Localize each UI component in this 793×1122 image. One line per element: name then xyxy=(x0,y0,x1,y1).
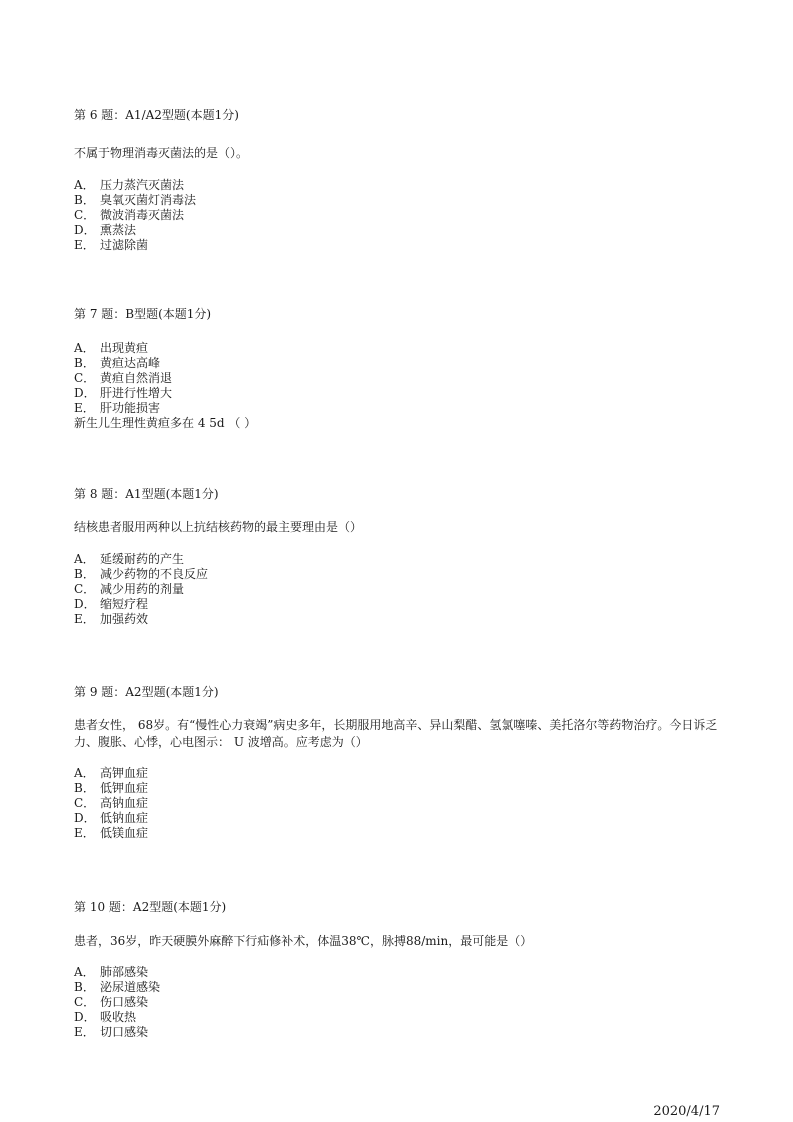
question-header: 第 9 题：A2型题(本题1分) xyxy=(74,685,219,699)
question-stem: 患者，36岁，昨天硬膜外麻醉下行疝修补术，体温38℃，脉搏88/min，最可能是（） xyxy=(74,934,533,948)
question-stem: 不属于物理消毒灭菌法的是（）。 xyxy=(74,146,249,160)
options-list xyxy=(74,965,734,1040)
options-list xyxy=(74,341,734,416)
option-b[interactable]: B． 泌尿道感染 xyxy=(74,980,161,994)
question-6 xyxy=(74,108,734,253)
option-b[interactable]: B． 黄疸达高峰 xyxy=(74,356,161,370)
option-c[interactable]: C． 减少用药的剂量 xyxy=(74,582,185,596)
options-list xyxy=(74,766,734,841)
option-d[interactable]: D． 缩短疗程 xyxy=(74,597,149,611)
option-e[interactable]: E． 过滤除菌 xyxy=(74,238,149,252)
option-e[interactable]: E． 肝功能损害 xyxy=(74,401,161,415)
question-header: 第 10 题：A2型题(本题1分) xyxy=(74,900,227,914)
footer-date: 2020/4/17 xyxy=(653,1104,720,1119)
option-c[interactable]: C． 伤口感染 xyxy=(74,995,149,1009)
option-a[interactable]: A． 高钾血症 xyxy=(74,766,149,780)
question-9 xyxy=(74,685,734,841)
option-c[interactable]: C． 黄疸自然消退 xyxy=(74,371,173,385)
option-c[interactable]: C． 高钠血症 xyxy=(74,796,149,810)
option-a[interactable]: A． 肺部感染 xyxy=(74,965,149,979)
option-d[interactable]: D． 熏蒸法 xyxy=(74,223,137,237)
option-d[interactable]: D． 吸收热 xyxy=(74,1010,137,1024)
question-header: 第 6 题：A1/A2型题(本题1分) xyxy=(74,108,239,122)
option-a[interactable]: A． 延缓耐药的产生 xyxy=(74,552,185,566)
question-8 xyxy=(74,487,734,627)
question-stem: 新生儿生理性黄疸多在 4 5d （ ） xyxy=(74,416,257,430)
option-b[interactable]: B． 低钾血症 xyxy=(74,781,149,795)
option-e[interactable]: E． 切口感染 xyxy=(74,1025,149,1039)
question-stem: 患者女性， 68岁。有“慢性心力衰竭”病史多年，长期服用地高辛、异山梨醋、氢氯噻嗪、美托洛尔等药物治疗。今日诉乏力、腹胀、心悸，心电图示： U 波增高。应考虑为（） xyxy=(74,718,718,749)
option-e[interactable]: E． 低镁血症 xyxy=(74,826,149,840)
option-e[interactable]: E． 加强药效 xyxy=(74,612,149,626)
options-list xyxy=(74,552,734,627)
option-b[interactable]: B． 减少药物的不良反应 xyxy=(74,567,209,581)
question-7 xyxy=(74,307,734,431)
option-c[interactable]: C． 微波消毒灭菌法 xyxy=(74,208,185,222)
option-d[interactable]: D． 低钠血症 xyxy=(74,811,149,825)
question-header: 第 8 题：A1型题(本题1分) xyxy=(74,487,219,501)
question-10 xyxy=(74,900,734,1040)
question-header: 第 7 题：B型题(本题1分) xyxy=(74,307,212,321)
question-stem: 结核患者服用两种以上抗结核药物的最主要理由是（） xyxy=(74,520,363,534)
option-a[interactable]: A． 出现黄疸 xyxy=(74,341,149,355)
option-d[interactable]: D． 肝进行性增大 xyxy=(74,386,173,400)
option-b[interactable]: B． 臭氧灭菌灯消毒法 xyxy=(74,193,197,207)
option-a[interactable]: A． 压力蒸汽灭菌法 xyxy=(74,178,185,192)
options-list xyxy=(74,178,734,253)
